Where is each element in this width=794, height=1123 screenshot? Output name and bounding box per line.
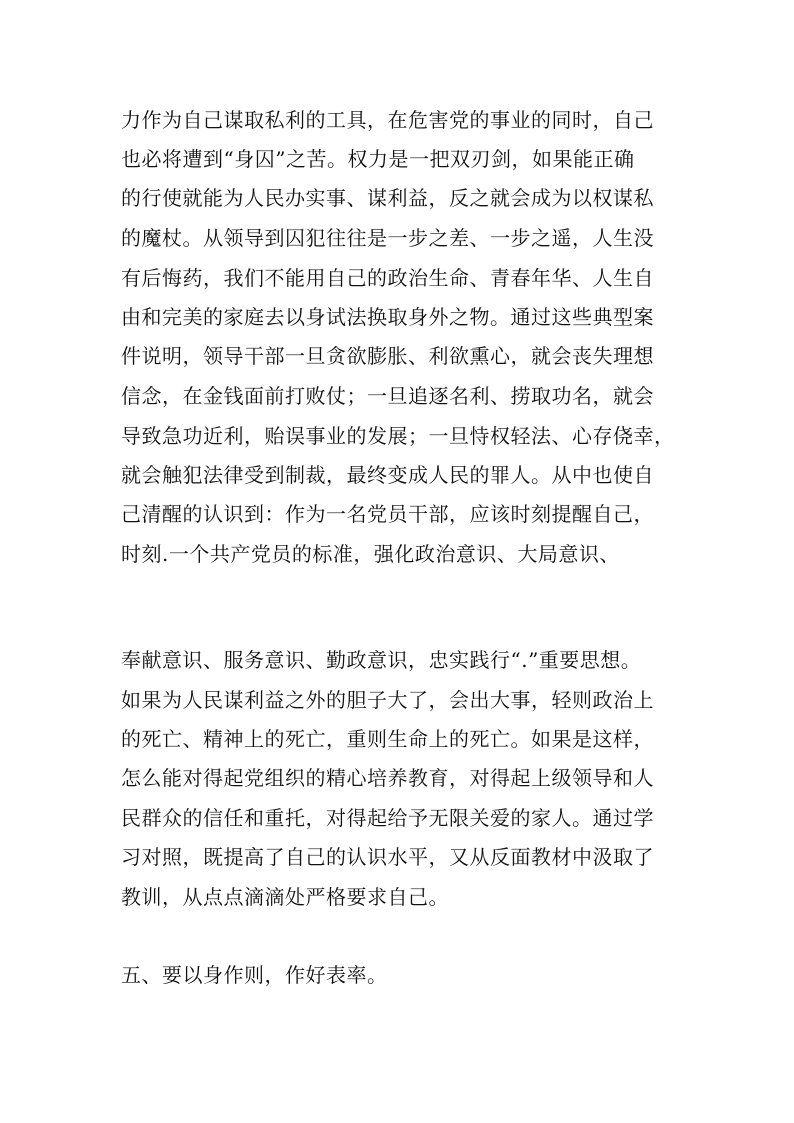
text-line: 信念，在金钱面前打败仗；一旦追逐名利、捞取功名，就会 xyxy=(121,384,654,408)
text-line: 由和完美的家庭去以身试法换取身外之物。通过这些典型案 xyxy=(121,305,654,329)
text-line: 就会触犯法律受到制裁，最终变成人民的罪人。从中也使自 xyxy=(121,463,654,487)
text-line: 时刻.一个共产党员的标准，强化政治意识、大局意识、 xyxy=(121,542,620,566)
section-heading: 五、要以身作则，作好表率。 xyxy=(121,963,388,987)
text-line: 也必将遭到“身囚”之苦。权力是一把双刃剑，如果能正确 xyxy=(121,147,635,171)
text-line: 己清醒的认识到：作为一名党员干部，应该时刻提醒自己， xyxy=(121,502,654,526)
text-line: 如果为人民谋利益之外的胆子大了，会出大事，轻则政治上 xyxy=(121,688,654,712)
text-line: 民群众的信任和重托，对得起给予无限关爱的家人。通过学 xyxy=(121,806,654,830)
text-line: 力作为自己谋取私利的工具，在危害党的事业的同时，自己 xyxy=(121,108,654,132)
text-line: 的死亡、精神上的死亡，重则生命上的死亡。如果是这样， xyxy=(121,727,654,751)
text-line: 件说明，领导干部一旦贪欲膨胀、利欲熏心，就会丧失理想 xyxy=(121,344,654,368)
text-line: 怎么能对得起党组织的精心培养教育，对得起上级领导和人 xyxy=(121,766,654,790)
text-line: 的行使就能为人民办实事、谋利益，反之就会成为以权谋私 xyxy=(121,186,654,210)
text-line: 的魔杖。从领导到囚犯往往是一步之差、一步之遥，人生没 xyxy=(121,226,654,250)
text-line: 有后悔药，我们不能用自己的政治生命、青春年华、人生自 xyxy=(121,266,654,290)
text-line: 教训，从点点滴滴处严格要求自己。 xyxy=(121,885,449,909)
text-line: 奉献意识、服务意识、勤政意识，忠实践行“.”重要思想。 xyxy=(121,648,642,672)
text-line: 习对照，既提高了自己的认识水平，又从反面教材中汲取了 xyxy=(121,845,654,869)
text-line: 导致急功近利，贻误事业的发展；一旦恃权轻法、心存侥幸， xyxy=(121,424,675,448)
